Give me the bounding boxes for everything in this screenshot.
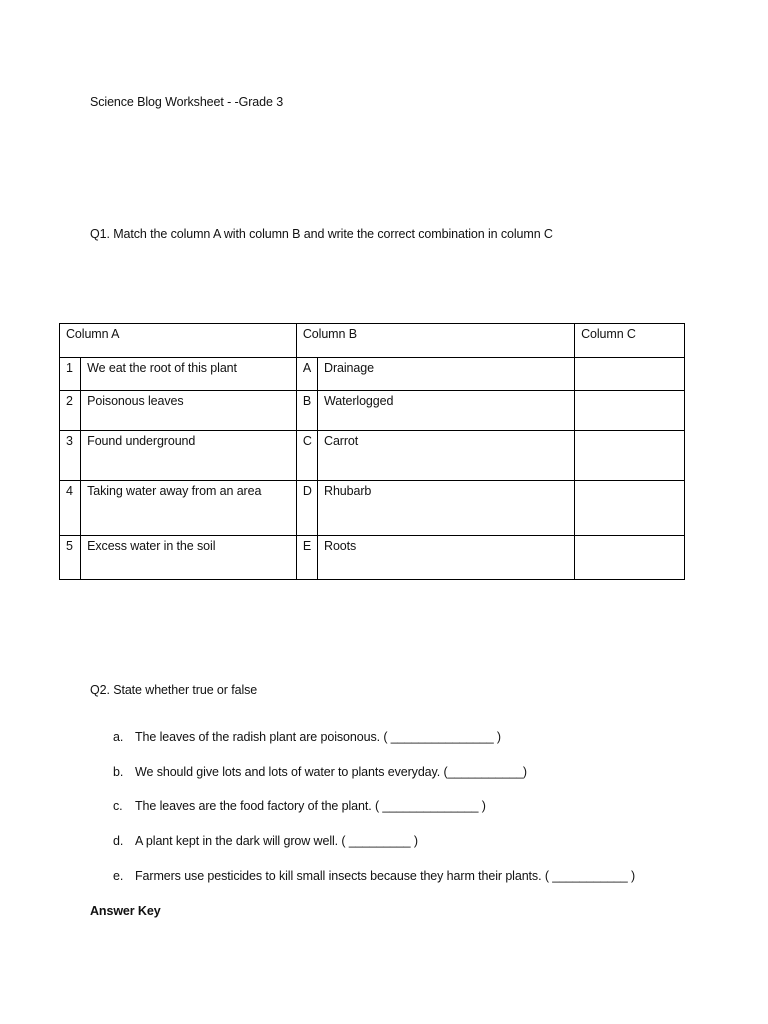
column-a-number: 3 [60, 431, 81, 481]
column-b-letter: C [296, 431, 317, 481]
item-statement: A plant kept in the dark will grow well. ( _________ ) [135, 834, 418, 848]
column-a-text: We eat the root of this plant [81, 358, 297, 391]
column-a-text: Taking water away from an area [81, 481, 297, 536]
question-2-prompt: Q2. State whether true or false [90, 683, 258, 697]
item-letter: a. [113, 730, 124, 744]
table-header-row [60, 324, 685, 358]
column-c-answer-cell[interactable] [575, 481, 685, 536]
column-b-header: Column B [296, 324, 574, 358]
item-letter: d. [113, 834, 124, 848]
item-letter: e. [113, 869, 124, 883]
item-statement: We should give lots and lots of water to plants everyday. (___________) [135, 765, 527, 779]
column-b-letter: A [296, 358, 317, 391]
column-a-number: 1 [60, 358, 81, 391]
worksheet-title: Science Blog Worksheet - -Grade 3 [90, 95, 284, 109]
item-letter: b. [113, 765, 124, 779]
column-c-answer-cell[interactable] [575, 431, 685, 481]
column-a-number: 5 [60, 536, 81, 580]
item-statement: The leaves are the food factory of the plant. ( ______________ ) [135, 799, 486, 813]
column-b-text: Drainage [318, 358, 575, 391]
table-row [60, 481, 685, 536]
column-b-letter: D [296, 481, 317, 536]
column-b-text: Carrot [318, 431, 575, 481]
column-a-text: Excess water in the soil [81, 536, 297, 580]
column-b-letter: E [296, 536, 317, 580]
column-a-number: 4 [60, 481, 81, 536]
column-a-header: Column A [60, 324, 297, 358]
answer-key-heading: Answer Key [90, 904, 161, 918]
column-a-text: Found underground [81, 431, 297, 481]
matching-table [59, 323, 685, 580]
column-c-answer-cell[interactable] [575, 536, 685, 580]
column-b-text: Roots [318, 536, 575, 580]
table-row [60, 391, 685, 431]
column-c-answer-cell[interactable] [575, 358, 685, 391]
table-row [60, 536, 685, 580]
column-a-number: 2 [60, 391, 81, 431]
column-a-text: Poisonous leaves [81, 391, 297, 431]
question-1-prompt: Q1. Match the column A with column B and write the correct combination in column C [90, 227, 553, 241]
item-statement: The leaves of the radish plant are poisonous. ( _______________ ) [135, 730, 501, 744]
column-c-header: Column C [575, 324, 685, 358]
column-b-text: Rhubarb [318, 481, 575, 536]
column-b-text: Waterlogged [318, 391, 575, 431]
column-c-answer-cell[interactable] [575, 391, 685, 431]
item-letter: c. [113, 799, 123, 813]
item-statement: Farmers use pesticides to kill small insects because they harm their plants. ( ___________ ) [135, 869, 636, 883]
table-row [60, 431, 685, 481]
column-b-letter: B [296, 391, 317, 431]
table-row [60, 358, 685, 391]
